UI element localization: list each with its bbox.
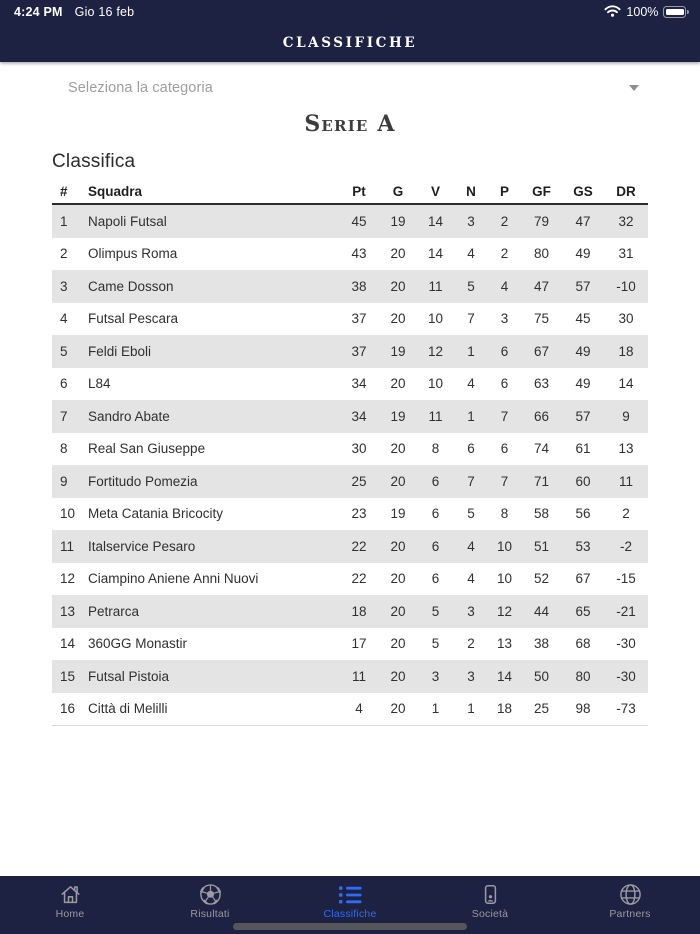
stat-cell: 14 <box>427 246 444 262</box>
tab-label: Home <box>55 908 85 920</box>
rank-cell: 16 <box>60 701 76 717</box>
stat-cell: -73 <box>616 701 636 717</box>
page-title: CLASSIFICHE <box>282 35 418 51</box>
team-name-cell: Ciampino Aniene Anni Nuovi <box>88 571 259 587</box>
stat-cell: -30 <box>616 636 636 652</box>
stat-cell: 7 <box>467 473 475 489</box>
stat-cell: 20 <box>390 603 406 619</box>
column-header-n: N <box>466 183 476 199</box>
stat-cell: 20 <box>390 311 406 327</box>
stat-cell: 6 <box>500 376 509 392</box>
stat-cell: 3 <box>467 603 475 619</box>
stat-cell: 2 <box>500 213 509 229</box>
stat-cell: 4 <box>467 246 475 262</box>
stat-cell: 6 <box>467 441 475 457</box>
stat-cell: 25 <box>533 701 550 717</box>
stat-cell: 31 <box>618 246 634 262</box>
stat-cell: 5 <box>467 278 475 294</box>
stat-cell: 8 <box>500 506 509 522</box>
stat-cell: 5 <box>431 636 440 652</box>
stat-cell: 56 <box>575 506 591 522</box>
status-date: Gio 16 feb <box>74 5 135 19</box>
table-row <box>52 660 648 693</box>
stat-cell: 2 <box>500 246 509 262</box>
stat-cell: 11 <box>428 278 443 294</box>
stat-cell: 1 <box>467 343 475 359</box>
stat-cell: 32 <box>618 213 634 229</box>
stat-cell: 14 <box>496 668 513 684</box>
stat-cell: 67 <box>533 343 550 359</box>
stat-cell: 50 <box>533 668 550 684</box>
stat-cell: 2 <box>622 506 630 522</box>
rank-cell: 13 <box>60 603 76 619</box>
stat-cell: 17 <box>351 636 367 652</box>
stat-cell: 5 <box>431 603 440 619</box>
home-icon <box>59 883 82 906</box>
stat-cell: 5 <box>467 506 475 522</box>
stat-cell: 74 <box>533 441 550 457</box>
category-select-placeholder: Seleziona la categoria <box>68 80 213 96</box>
stat-cell: 11 <box>428 408 443 424</box>
stat-cell: 25 <box>351 473 367 489</box>
stat-cell: 3 <box>431 668 440 684</box>
stat-cell: 61 <box>575 441 591 457</box>
stat-cell: 3 <box>467 668 475 684</box>
stat-cell: 80 <box>575 668 591 684</box>
stat-cell: 6 <box>500 441 509 457</box>
stat-cell: 18 <box>496 701 513 717</box>
rank-cell: 10 <box>60 506 76 522</box>
rank-cell: 5 <box>60 343 68 359</box>
team-name-cell: Sandro Abate <box>88 408 170 424</box>
wifi-icon <box>604 5 621 20</box>
stat-cell: 10 <box>496 538 513 554</box>
stat-cell: 38 <box>351 278 367 294</box>
app-header <box>0 24 700 62</box>
stat-cell: 58 <box>533 506 550 522</box>
table-header-row <box>52 179 648 205</box>
tab-label: Partners <box>609 908 651 920</box>
table-row <box>52 693 648 726</box>
stat-cell: 1 <box>467 701 475 717</box>
stat-cell: 45 <box>575 311 591 327</box>
stat-cell: 13 <box>496 636 513 652</box>
stat-cell: 20 <box>390 701 406 717</box>
column-header-p: P <box>499 183 509 199</box>
stat-cell: 49 <box>575 246 591 262</box>
list-icon <box>338 883 362 906</box>
globe-icon <box>619 883 642 906</box>
stat-cell: 12 <box>496 603 513 619</box>
stat-cell: 45 <box>351 213 367 229</box>
stat-cell: 4 <box>355 701 363 717</box>
table-row <box>52 433 648 466</box>
stat-cell: 11 <box>618 473 633 489</box>
stat-cell: 14 <box>427 213 444 229</box>
stat-cell: 66 <box>533 408 550 424</box>
stat-cell: 6 <box>431 571 440 587</box>
standings-heading: Classifica <box>52 151 136 172</box>
stat-cell: 19 <box>390 506 406 522</box>
stat-cell: 20 <box>390 246 406 262</box>
stat-cell: 67 <box>575 571 591 587</box>
badge-icon <box>479 883 502 906</box>
stat-cell: 20 <box>390 538 406 554</box>
stat-cell: 7 <box>467 311 475 327</box>
stat-cell: 6 <box>500 343 509 359</box>
stat-cell: 44 <box>533 603 550 619</box>
team-name-cell: Feldi Eboli <box>88 343 152 359</box>
stat-cell: 19 <box>390 213 406 229</box>
stat-cell: 6 <box>431 506 440 522</box>
table-row <box>52 205 648 238</box>
stat-cell: 63 <box>533 376 550 392</box>
stat-cell: 37 <box>351 343 367 359</box>
stat-cell: 75 <box>533 311 550 327</box>
stat-cell: 49 <box>575 343 591 359</box>
column-header-g: G <box>392 183 404 199</box>
stat-cell: 3 <box>467 213 475 229</box>
stat-cell: 1 <box>467 408 475 424</box>
team-name-cell: Futsal Pescara <box>88 311 179 327</box>
table-row <box>52 238 648 271</box>
stat-cell: 80 <box>533 246 550 262</box>
team-name-cell: Città di Melilli <box>88 701 168 717</box>
stat-cell: 4 <box>467 376 475 392</box>
stat-cell: -2 <box>619 538 632 554</box>
stat-cell: 9 <box>622 408 630 424</box>
stat-cell: 47 <box>575 213 591 229</box>
stat-cell: 43 <box>351 246 367 262</box>
table-row <box>52 628 648 661</box>
table-row <box>52 595 648 628</box>
stat-cell: 57 <box>575 278 591 294</box>
tab-partners[interactable] <box>560 876 700 934</box>
stat-cell: 3 <box>500 311 509 327</box>
status-bar <box>0 0 700 24</box>
stat-cell: 6 <box>431 538 440 554</box>
stat-cell: 37 <box>351 311 367 327</box>
stat-cell: 51 <box>533 538 550 554</box>
stat-cell: 68 <box>575 636 591 652</box>
team-name-cell: L84 <box>88 376 111 392</box>
stat-cell: 1 <box>431 701 440 717</box>
team-name-cell: Fortitudo Pomezia <box>88 473 198 489</box>
rank-cell: 8 <box>60 441 68 457</box>
stat-cell: 20 <box>390 636 406 652</box>
stat-cell: 98 <box>575 701 591 717</box>
table-row <box>52 335 648 368</box>
table-row <box>52 400 648 433</box>
table-row <box>52 563 648 596</box>
rank-cell: 12 <box>60 571 76 587</box>
stat-cell: 53 <box>575 538 591 554</box>
stat-cell: 22 <box>351 538 367 554</box>
stat-cell: 20 <box>390 473 406 489</box>
stat-cell: 4 <box>500 278 509 294</box>
battery-icon <box>663 6 689 18</box>
soccer-ball-icon <box>199 883 222 906</box>
stat-cell: 57 <box>575 408 591 424</box>
tab-home[interactable] <box>0 876 140 934</box>
stat-cell: -15 <box>616 571 636 587</box>
stat-cell: 47 <box>533 278 550 294</box>
stat-cell: 10 <box>496 571 513 587</box>
stat-cell: 60 <box>575 473 591 489</box>
tab-label: Risultati <box>190 908 230 920</box>
stat-cell: 20 <box>390 668 406 684</box>
stat-cell: 19 <box>390 343 406 359</box>
stat-cell: 38 <box>533 636 550 652</box>
table-body <box>52 205 648 726</box>
team-name-cell: Napoli Futsal <box>88 213 167 229</box>
tab-label: Società <box>471 908 509 920</box>
table-row <box>52 530 648 563</box>
stat-cell: 23 <box>351 506 367 522</box>
rank-cell: 1 <box>60 213 68 229</box>
stat-cell: 19 <box>390 408 406 424</box>
standings-table <box>52 179 648 726</box>
column-header-gs: GS <box>573 183 593 199</box>
stat-cell: 4 <box>467 538 475 554</box>
stat-cell: 71 <box>533 473 550 489</box>
status-time: 4:24 PM <box>14 5 63 19</box>
team-name-cell: Petrarca <box>88 603 140 619</box>
battery-percent: 100% <box>626 5 659 19</box>
stat-cell: 13 <box>618 441 634 457</box>
stat-cell: 18 <box>351 603 367 619</box>
stat-cell: 4 <box>467 571 475 587</box>
table-row <box>52 465 648 498</box>
stat-cell: 14 <box>618 376 634 392</box>
team-name-cell: Came Dosson <box>88 278 174 294</box>
column-header-squadra: Squadra <box>88 183 143 199</box>
column-header-rank: # <box>60 183 68 199</box>
rank-cell: 6 <box>60 376 68 392</box>
chevron-down-icon <box>629 85 639 91</box>
category-select[interactable] <box>52 75 648 101</box>
tab-label: Classifiche <box>323 908 377 920</box>
stat-cell: 10 <box>427 311 444 327</box>
stat-cell: 8 <box>431 441 440 457</box>
stat-cell: -10 <box>616 278 636 294</box>
table-row <box>52 368 648 401</box>
stat-cell: 30 <box>351 441 367 457</box>
stat-cell: 30 <box>618 311 634 327</box>
stat-cell: 65 <box>575 603 591 619</box>
table-row <box>52 303 648 336</box>
league-title: Serie A <box>304 111 396 137</box>
home-indicator[interactable] <box>233 923 467 930</box>
stat-cell: 52 <box>533 571 550 587</box>
column-header-v: V <box>430 183 440 199</box>
team-name-cell: Italservice Pesaro <box>88 538 196 554</box>
stat-cell: 20 <box>390 376 406 392</box>
stat-cell: 6 <box>431 473 440 489</box>
stat-cell: 22 <box>351 571 367 587</box>
stat-cell: 11 <box>351 668 366 684</box>
rank-cell: 4 <box>60 311 68 327</box>
column-header-pt: Pt <box>352 183 366 199</box>
stat-cell: 2 <box>467 636 475 652</box>
content <box>0 75 700 726</box>
stat-cell: 20 <box>390 278 406 294</box>
stat-cell: 7 <box>500 473 509 489</box>
team-name-cell: Real San Giuseppe <box>88 441 206 457</box>
rank-cell: 15 <box>60 668 76 684</box>
team-name-cell: 360GG Monastir <box>88 636 188 652</box>
rank-cell: 3 <box>60 278 68 294</box>
stat-cell: 49 <box>575 376 591 392</box>
column-header-dr: DR <box>616 183 636 199</box>
stat-cell: -30 <box>616 668 636 684</box>
column-header-gf: GF <box>532 183 551 199</box>
team-name-cell: Olimpus Roma <box>88 246 178 262</box>
stat-cell: 7 <box>500 408 509 424</box>
table-row <box>52 270 648 303</box>
team-name-cell: Meta Catania Bricocity <box>88 506 224 522</box>
rank-cell: 2 <box>60 246 68 262</box>
rank-cell: 9 <box>60 473 68 489</box>
table-row <box>52 498 648 531</box>
stat-cell: 18 <box>618 343 634 359</box>
stat-cell: 10 <box>427 376 444 392</box>
rank-cell: 14 <box>60 636 76 652</box>
stat-cell: 20 <box>390 571 406 587</box>
stat-cell: 34 <box>351 408 367 424</box>
rank-cell: 11 <box>60 538 75 554</box>
rank-cell: 7 <box>60 408 68 424</box>
stat-cell: 34 <box>351 376 367 392</box>
stat-cell: 12 <box>427 343 444 359</box>
stat-cell: 20 <box>390 441 406 457</box>
stat-cell: -21 <box>616 603 636 619</box>
stat-cell: 79 <box>533 213 550 229</box>
team-name-cell: Futsal Pistoia <box>88 668 170 684</box>
